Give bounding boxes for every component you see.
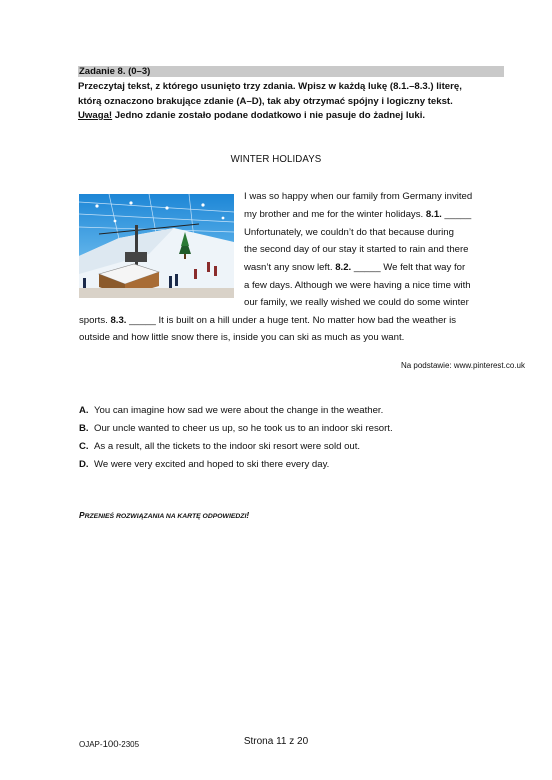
page-number: Strona 11 z 20: [243, 736, 309, 747]
text-line-6: a few days. Although we were having a nice time with: [244, 280, 471, 291]
text-line-8: [79, 314, 456, 327]
text-fragment: sports.: [79, 315, 111, 326]
option-letter: D.: [79, 459, 89, 470]
transfer-initial: P: [79, 510, 85, 520]
instruction-line-1: Przeczytaj tekst, z którego usunięto trzy zdania. Wpisz w każdą lukę (8.1.–8.3.) literę,: [78, 81, 462, 92]
text-line-1: I was so happy when our family from Germany invited: [244, 191, 473, 202]
transfer-smallcaps: RZENIEŚ ROZWIĄZANIA NA KARTĘ ODPOWIEDZI: [84, 513, 247, 520]
source-note: Na podstawie: www.pinterest.co.uk: [400, 361, 525, 370]
option-letter: B.: [79, 423, 89, 434]
transfer-mark: !: [246, 510, 250, 520]
text-fragment: wasn’t any snow left.: [244, 262, 336, 273]
text-line-5: [244, 261, 465, 274]
option-letter: A.: [79, 405, 89, 416]
instruction-line-2: którą oznaczono brakujące zdanie (A–D), tak aby otrzymać spójny i logiczny tekst.: [78, 95, 453, 107]
option-text: We were very excited and hoped to ski there every day.: [94, 459, 330, 470]
transfer-note: [79, 510, 249, 520]
option-d: [79, 459, 329, 470]
text-line-7: our family, we really wished we could do some winter: [244, 297, 469, 308]
note-text: Jedno zdanie zostało podane dodatkowo i nie pasuje do żadnej luki.: [112, 110, 426, 121]
instruction-line-3: [78, 109, 508, 124]
text-line-3: Unfortunately, we couldn’t do that because during: [244, 227, 454, 238]
text-fragment: _____ We felt that way for: [351, 262, 466, 273]
option-text: As a result, all the tickets to the indoor ski resort were sold out.: [94, 441, 361, 452]
text-fragment: my brother and me for the winter holidays.: [244, 209, 426, 220]
gap-8-1-label: 8.1.: [425, 209, 442, 220]
option-text: Our uncle wanted to cheer us up, so he took us to an indoor ski resort.: [94, 423, 393, 434]
text-title: WINTER HOLIDAYS: [230, 154, 322, 165]
option-c: [79, 441, 360, 452]
option-b: [79, 423, 393, 434]
exam-code-prefix: OJAP-: [79, 740, 103, 749]
exam-code-suffix: -2305: [118, 740, 140, 749]
text-fragment: _____ It is built on a hill under a huge tent. No matter how bad the weather is: [126, 315, 457, 326]
task-header: Zadanie 8. (0–3): [78, 66, 504, 77]
option-letter: C.: [79, 441, 89, 452]
note-label: Uwaga!: [78, 110, 113, 121]
text-line-2: [244, 208, 471, 221]
option-a: [79, 405, 383, 416]
text-line-4: the second day of our stay it started to rain and there: [244, 244, 469, 255]
text-line-9: outside and how little snow there is, inside you can ski as much as you want.: [79, 332, 405, 343]
indoor-ski-photo: [79, 194, 234, 298]
option-text: You can imagine how sad we were about the change in the weather.: [94, 405, 384, 416]
task-instructions: [78, 80, 508, 124]
gap-8-2-label: 8.2.: [335, 262, 352, 273]
gap-8-3-label: 8.3.: [110, 315, 127, 326]
gap-8-1-blank: _____: [441, 209, 472, 220]
exam-code-number: 100: [102, 739, 119, 750]
